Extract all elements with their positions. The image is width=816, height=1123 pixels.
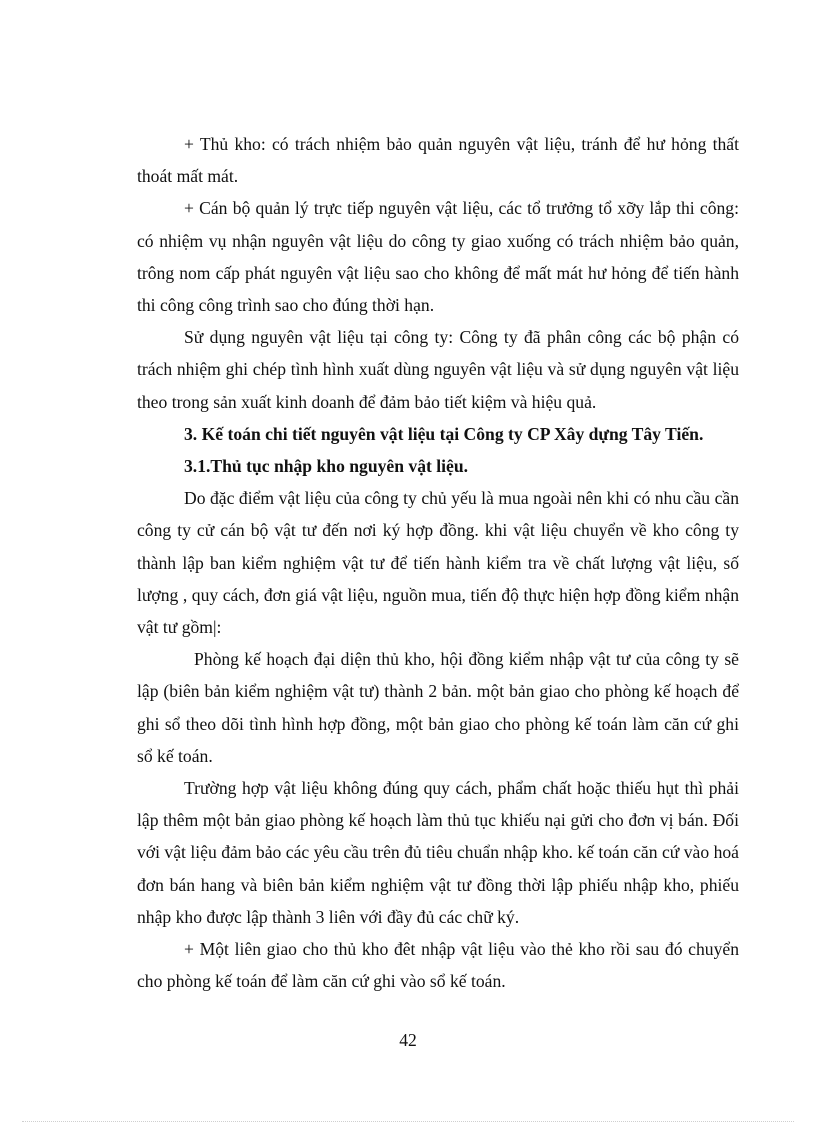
page-number: 42 — [399, 1030, 417, 1050]
page-bottom-divider — [22, 1121, 794, 1122]
body-text — [137, 128, 739, 997]
paragraph-material-characteristics: Do đặc điểm vật liệu của công ty chủ yếu là mua ngoài nên khi có nhu cầu cần công ty cử cán bộ vật tư đến nơi ký hợp đồng. khi vật liệu chuyển về kho công ty thành lập ban kiểm nghiệm vật tư để tiến hành kiểm tra về chất lượng vật liệu, số lượng , quy cách, đơn giá vật liệu, nguồn mua, tiến độ thực hiện hợp đồng kiểm nhận vật tư gồm|: — [137, 488, 739, 638]
paragraph-first-copy: + Một liên giao cho thủ kho đêt nhập vật liệu vào thẻ kho rồi sau đó chuyển cho phòng kế toán để làm căn cứ ghi vào sổ kế toán. — [137, 939, 739, 992]
paragraph-planning-department: Phòng kế hoạch đại diện thủ kho, hội đồng kiểm nhập vật tư của công ty sẽ lập (biên bản kiểm nghiệm vật tư) thành 2 bản. một bản giao cho phòng kế hoạch để ghi sổ theo dõi tình hình hợp đồng, một bản giao cho phòng kế toán làm căn cứ ghi sổ kế toán. — [137, 649, 739, 766]
paragraph-nonconforming-materials: Trường hợp vật liệu không đúng quy cách, phẩm chất hoặc thiếu hụt thì phải lập thêm một bản giao phòng kế hoạch làm thủ tục khiếu nại gửi cho đơn vị bán. Đối với vật liệu đảm bảo các yêu cầu trên đủ tiêu chuẩn nhập kho. kế toán căn cứ vào hoá đơn bán hang và biên bản kiểm nghiệm vật tư đồng thời lập phiếu nhập kho, phiếu nhập kho được lập thành 3 liên với đầy đủ các chữ ký. — [137, 778, 739, 927]
paragraph-storekeeper: + Thủ kho: có trách nhiệm bảo quản nguyên vật liệu, tránh để hư hỏng thất thoát mất mát. — [137, 134, 739, 187]
paragraph-material-manager: + Cán bộ quản lý trực tiếp nguyên vật liệu, các tổ trưởng tổ xỡy lắp thi công: có nhiệm vụ nhận nguyên vật liệu do công ty giao xuống có trách nhiệm bảo quản, trông nom cấp phát nguyên vật liệu sao cho không để mất mát hư hỏng để tiến hành thi công công trình sao cho đúng thời hạn. — [137, 198, 739, 316]
section-heading: 3. Kế toán chi tiết nguyên vật liệu tại Công ty CP Xây dựng Tây Tiến. — [184, 423, 704, 444]
paragraph-material-usage: Sử dụng nguyên vật liệu tại công ty: Công ty đã phân công các bộ phận có trách nhiệm ghi chép tình hình xuất dùng nguyên vật liệu và sử dụng nguyên vật liệu theo trong sản xuất kinh doanh để đảm bảo tiết kiệm và hiệu quả. — [137, 327, 739, 412]
subsection-heading: 3.1.Thủ tục nhập kho nguyên vật liệu. — [184, 456, 469, 477]
